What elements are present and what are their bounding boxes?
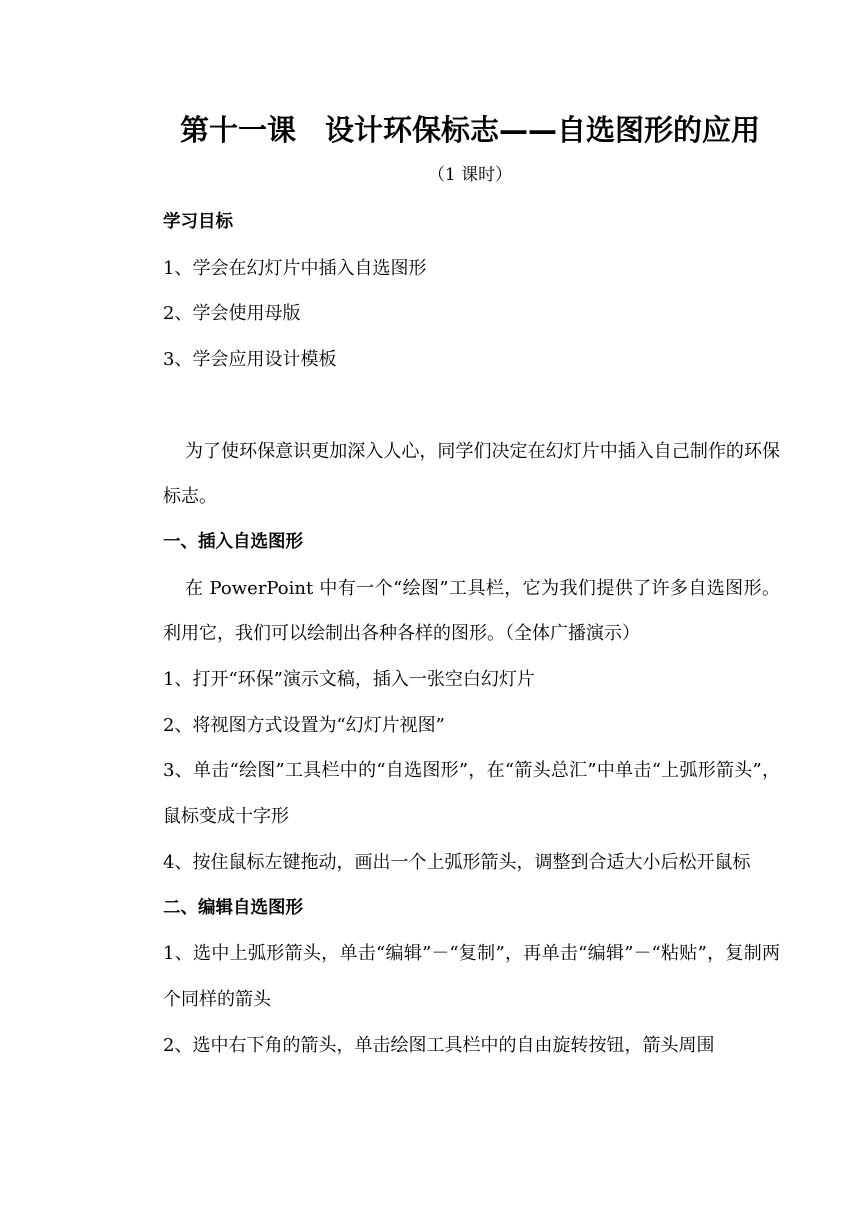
section2-heading: 二、编辑自选图形 xyxy=(163,897,303,918)
step-item: 1、选中上弧形箭头，单击“编辑”－“复制”，再单击“编辑”－“粘贴”，复制两个同样的箭头 xyxy=(163,943,780,1010)
goal-item: 2、学会使用母版 xyxy=(163,303,301,325)
step-item: 1、打开“环保”演示文稿，插入一张空白幻灯片 xyxy=(163,669,535,691)
step-item: 2、将视图方式设置为“幻灯片视图” xyxy=(163,714,445,736)
step-item: 3、单击“绘图”工具栏中的“自选图形”，在“箭头总汇”中单击“上弧形箭头”，鼠标变成十字形 xyxy=(163,760,780,828)
section1-heading: 一、插入自选图形 xyxy=(163,531,303,552)
goal-item: 1、学会在幻灯片中插入自选图形 xyxy=(163,257,427,279)
document-body xyxy=(163,200,780,1068)
step-item: 4、按住鼠标左键拖动，画出一个上弧形箭头，调整到合适大小后松开鼠标 xyxy=(163,851,751,873)
section1-intro: 在 PowerPoint 中有一个“绘图”工具栏，它为我们提供了许多自选图形。利用它，我们可以绘制出各种各样的图形。（全体广播演示） xyxy=(163,577,780,645)
intro-paragraph: 为了使环保意识更加深入人心，同学们决定在幻灯片中插入自己制作的环保标志。 xyxy=(163,440,780,508)
page-title: 第十一课 设计环保标志——自选图形的应用 xyxy=(179,113,760,147)
goal-item: 3、学会应用设计模板 xyxy=(163,349,337,371)
step-item: 2、选中右下角的箭头，单击绘图工具栏中的自由旋转按钮，箭头周围 xyxy=(163,1034,715,1056)
lesson-duration: （1 课时） xyxy=(427,165,513,185)
goals-heading: 学习目标 xyxy=(163,212,233,232)
spacer xyxy=(163,383,780,429)
